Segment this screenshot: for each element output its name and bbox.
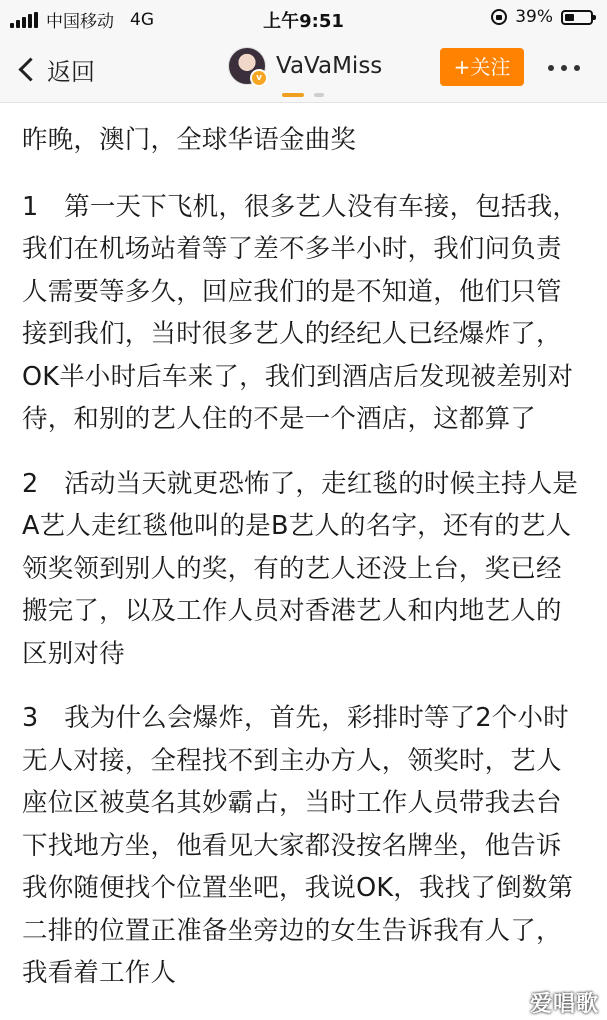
verified-badge-icon: v <box>250 69 268 87</box>
battery-percent: 39% <box>515 7 553 27</box>
battery-icon <box>561 10 593 25</box>
page-indicator <box>282 93 324 97</box>
back-label: 返回 <box>47 58 95 86</box>
nav-bar <box>0 36 607 103</box>
status-right <box>491 7 593 27</box>
network-type: 4G <box>130 9 154 30</box>
post-paragraph: 1 第一天下飞机，很多艺人没有车接，包括我，我们在机场站着等了差不多半小时，我们问负责人需要等多久，回应我们的是不知道，他们只管接到我们，当时很多艺人的经纪人已经爆炸了，OK半小时后车来了，我们到酒店后发现被差别对待，和别的艺人住的不是一个酒店，这都算了 <box>22 191 579 434</box>
follow-button[interactable]: +关注 <box>440 48 524 86</box>
carrier-name: 中国移动 <box>46 12 114 32</box>
nav-user[interactable] <box>228 47 382 85</box>
page-indicator-inactive <box>314 93 324 97</box>
post-paragraph: 3 我为什么会爆炸，首先，彩排时等了2个小时无人对接，全程找不到主办方人，领奖时，艺人座位区被莫名其妙霸占，当时工作人员带我去台下找地方坐，他看见大家都没按名牌坐，他告诉我你随便找个位置坐吧，我说OK，我找了倒数第二排的位置正准备坐旁边的女生告诉我有人了，我看着工作人 <box>22 703 574 988</box>
rotation-lock-icon <box>491 9 507 25</box>
post-body <box>0 103 607 995</box>
page-indicator-active <box>282 93 304 97</box>
post-content <box>0 103 607 1020</box>
post-paragraph: 2 活动当天就更恐怖了，走红毯的时候主持人是A艺人走红毯他叫的是B艺人的名字，还有的艺人领奖领到别人的奖，有的艺人还没上台，奖已经搬完了，以及工作人员对香港艺人和内地艺人的区别对待 <box>22 468 579 669</box>
username[interactable]: VaVaMiss <box>276 53 383 79</box>
chevron-left-icon <box>18 57 42 81</box>
watermark: 爱唱歌 <box>529 992 599 1017</box>
battery-fill <box>565 14 574 21</box>
back-button[interactable] <box>16 52 95 87</box>
status-time: 上午9:51 <box>263 11 344 32</box>
status-bar <box>0 0 607 36</box>
post-paragraph: 昨晚，澳门，全球华语金曲奖 <box>22 125 357 155</box>
avatar[interactable] <box>228 47 266 85</box>
more-options-icon[interactable] <box>548 65 580 71</box>
